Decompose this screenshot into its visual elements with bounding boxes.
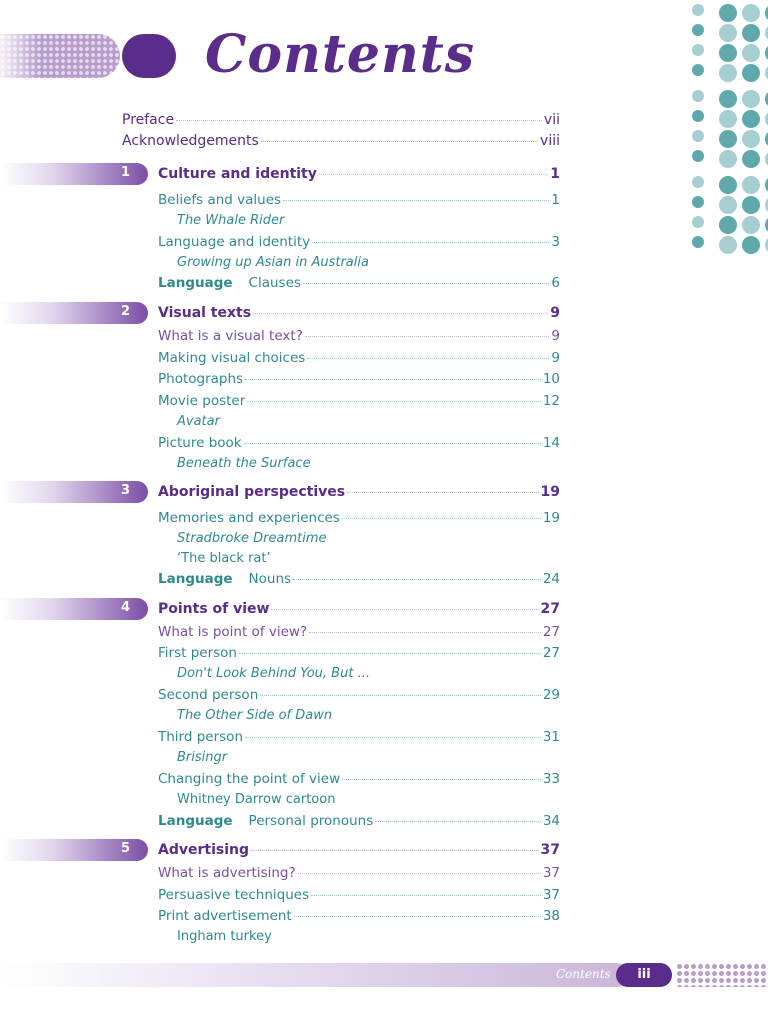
section-entry-title: Beliefs and values	[158, 192, 282, 208]
decorative-dot	[742, 216, 760, 234]
decorative-dot	[719, 44, 737, 62]
front-matter-entry-page: viii	[540, 133, 560, 149]
decorative-dot	[742, 130, 760, 148]
section-entry[interactable]	[158, 644, 560, 662]
chapter-number: 4	[120, 600, 130, 615]
decorative-dot	[719, 130, 737, 148]
dot-leader	[293, 579, 541, 580]
decorative-dot	[742, 90, 760, 108]
section-entry-page: 1	[551, 192, 560, 208]
chapter-tab	[0, 839, 148, 861]
dot-leader	[239, 653, 541, 654]
section-entry[interactable]	[158, 623, 560, 641]
decorative-dot	[692, 64, 704, 76]
text-excerpt: Don't Look Behind You, But ...	[177, 666, 370, 681]
decorative-dot	[719, 236, 737, 254]
section-entry-title: Print advertisement	[158, 908, 292, 924]
decorative-dot	[719, 90, 737, 108]
dot-leader	[319, 174, 548, 175]
dot-leader	[247, 401, 541, 402]
chapter-tab	[0, 598, 148, 620]
language-entry[interactable]	[158, 570, 560, 588]
decorative-dot	[742, 176, 760, 194]
chapter-number: 2	[120, 304, 130, 319]
decorative-dot	[692, 44, 704, 56]
section-entry-page: 27	[542, 645, 560, 661]
section-entry[interactable]	[158, 864, 560, 882]
dot-leader	[251, 850, 539, 851]
language-entry-page: 34	[542, 813, 560, 829]
chapter-heading-title: Visual texts	[158, 305, 252, 321]
chapter-number: 5	[120, 841, 130, 856]
chapter-heading-page: 1	[550, 166, 560, 182]
section-entry-page: 9	[551, 328, 560, 344]
chapter-heading[interactable]	[158, 165, 560, 183]
decorative-dot	[692, 216, 704, 228]
section-entry-title: Picture book	[158, 435, 242, 451]
chapter-tab	[0, 163, 148, 185]
section-entry[interactable]	[158, 509, 560, 527]
chapter-number: 3	[120, 483, 130, 498]
dot-leader	[305, 336, 550, 337]
text-excerpt: Avatar	[177, 414, 220, 429]
dot-leader	[298, 873, 541, 874]
decorative-dot	[692, 110, 704, 122]
dot-leader	[260, 695, 541, 696]
section-entry[interactable]	[158, 327, 560, 345]
decorative-dot	[719, 150, 737, 168]
decorative-dot	[742, 64, 760, 82]
section-entry-title: Memories and experiences	[158, 510, 340, 526]
section-entry[interactable]	[158, 233, 560, 251]
section-entry-page: 9	[551, 350, 560, 366]
text-excerpt: The Whale Rider	[177, 213, 285, 228]
front-matter-entry[interactable]	[122, 132, 560, 150]
language-keyword: Language	[158, 571, 233, 587]
section-entry[interactable]	[158, 907, 560, 925]
language-entry[interactable]	[158, 812, 560, 830]
dot-leader	[375, 821, 541, 822]
chapter-heading-title: Culture and identity	[158, 166, 317, 182]
text-excerpt: Brisingr	[177, 750, 228, 765]
dot-leader	[261, 141, 538, 142]
section-entry-page: 29	[542, 687, 560, 703]
section-entry-page: 3	[551, 234, 560, 250]
section-entry-title: Photographs	[158, 371, 244, 387]
dot-leader	[303, 283, 549, 284]
chapter-heading-page: 27	[540, 601, 560, 617]
decorative-dot	[692, 176, 704, 188]
decorative-dot	[719, 196, 737, 214]
chapter-heading[interactable]	[158, 304, 560, 322]
dot-leader	[283, 200, 549, 201]
chapter-heading-page: 19	[540, 484, 560, 500]
footer-dots	[676, 963, 768, 987]
section-entry-page: 33	[542, 771, 560, 787]
language-entry-title: Clauses	[248, 275, 301, 291]
chapter-heading-page: 37	[540, 842, 560, 858]
decorative-dot	[692, 150, 704, 162]
section-entry[interactable]	[158, 392, 560, 410]
decorative-dot	[692, 236, 704, 248]
text-excerpt: Whitney Darrow cartoon	[177, 792, 336, 807]
decorative-dot	[692, 24, 704, 36]
decorative-dot	[719, 176, 737, 194]
section-entry-page: 27	[542, 624, 560, 640]
section-entry-title: First person	[158, 645, 237, 661]
dot-leader	[347, 492, 538, 493]
decorative-dot	[719, 4, 737, 22]
chapter-heading-title: Points of view	[158, 601, 270, 617]
section-entry[interactable]	[158, 770, 560, 788]
section-entry-page: 37	[542, 865, 560, 881]
decorative-dot	[742, 196, 760, 214]
dot-leader	[309, 632, 541, 633]
chapter-heading-title: Advertising	[158, 842, 249, 858]
language-keyword: Language	[158, 275, 233, 291]
section-entry-title: Persuasive techniques	[158, 887, 310, 903]
chapter-number: 1	[120, 165, 130, 180]
dot-leader	[294, 916, 541, 917]
dot-leader	[312, 242, 549, 243]
decorative-dot	[742, 110, 760, 128]
section-entry[interactable]	[158, 434, 560, 452]
section-entry-page: 31	[542, 729, 560, 745]
decorative-dot	[692, 90, 704, 102]
section-entry-title: Third person	[158, 729, 244, 745]
decorative-dot	[742, 24, 760, 42]
language-entry-title: Nouns	[248, 571, 292, 587]
section-entry-page: 12	[542, 393, 560, 409]
chapter-tab	[0, 302, 148, 324]
footer-page-number: iii	[616, 963, 672, 987]
language-entry-title: Personal pronouns	[248, 813, 374, 829]
decorative-dot	[719, 110, 737, 128]
front-matter-entry-page: vii	[543, 112, 560, 128]
footer-bar	[0, 963, 628, 987]
decorative-dot	[719, 216, 737, 234]
decorative-dot	[742, 150, 760, 168]
footer-label: Contents	[556, 967, 611, 981]
decorative-dot	[719, 24, 737, 42]
front-matter-entry[interactable]	[122, 111, 560, 129]
dot-leader	[245, 379, 541, 380]
dot-leader	[342, 779, 541, 780]
section-entry-page: 38	[542, 908, 560, 924]
front-matter-entry-title: Acknowledgements	[122, 133, 259, 149]
section-entry[interactable]	[158, 686, 560, 704]
chapter-heading-page: 9	[550, 305, 560, 321]
section-entry-page: 14	[542, 435, 560, 451]
section-entry[interactable]	[158, 370, 560, 388]
section-entry-page: 10	[542, 371, 560, 387]
dot-leader	[342, 518, 541, 519]
header-pill-solid	[122, 34, 176, 78]
language-entry[interactable]	[158, 274, 560, 292]
dot-leader	[176, 120, 542, 121]
dot-leader	[244, 443, 541, 444]
text-excerpt: Ingham turkey	[177, 929, 272, 944]
dot-leader	[311, 895, 541, 896]
section-entry[interactable]	[158, 886, 560, 904]
decorative-dot	[742, 4, 760, 22]
decorative-dot	[692, 130, 704, 142]
decorative-dot	[742, 44, 760, 62]
text-excerpt: Beneath the Surface	[177, 456, 311, 471]
language-entry-page: 6	[551, 275, 560, 291]
text-excerpt: Stradbroke Dreamtime	[177, 531, 327, 546]
chapter-heading[interactable]	[158, 600, 560, 618]
section-entry-title: Second person	[158, 687, 259, 703]
text-excerpt: Growing up Asian in Australia	[177, 255, 369, 270]
language-keyword: Language	[158, 813, 233, 829]
chapter-heading-title: Aboriginal perspectives	[158, 484, 346, 500]
section-entry-title: Language and identity	[158, 234, 311, 250]
language-entry-page: 24	[542, 571, 560, 587]
front-matter-entry-title: Preface	[122, 112, 175, 128]
section-entry-title: What is a visual text?	[158, 328, 303, 344]
text-excerpt: ‘The black rat’	[177, 551, 271, 566]
chapter-heading[interactable]	[158, 483, 560, 501]
header-pill-fade	[0, 34, 40, 78]
dot-leader	[307, 358, 549, 359]
decorative-dot	[692, 4, 704, 16]
decorative-dot	[692, 196, 704, 208]
dot-leader	[271, 609, 538, 610]
chapter-tab	[0, 481, 148, 503]
section-entry-page: 37	[542, 887, 560, 903]
dot-leader	[245, 737, 541, 738]
section-entry[interactable]	[158, 191, 560, 209]
section-entry[interactable]	[158, 728, 560, 746]
section-entry-title: Making visual choices	[158, 350, 306, 366]
text-excerpt: The Other Side of Dawn	[177, 708, 333, 723]
page-title: Contents	[205, 24, 476, 85]
section-entry-page: 19	[542, 510, 560, 526]
decorative-dot	[719, 64, 737, 82]
section-entry[interactable]	[158, 349, 560, 367]
section-entry-title: What is advertising?	[158, 865, 296, 881]
section-entry-title: Movie poster	[158, 393, 246, 409]
section-entry-title: What is point of view?	[158, 624, 308, 640]
section-entry-title: Changing the point of view	[158, 771, 341, 787]
dot-leader	[253, 313, 548, 314]
chapter-heading[interactable]	[158, 841, 560, 859]
decorative-dot	[742, 236, 760, 254]
